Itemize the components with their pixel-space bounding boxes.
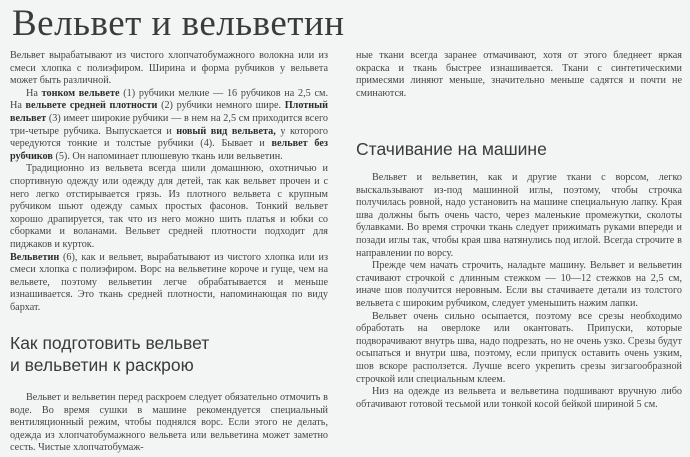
- text: (3) имеет широкие рубчики — в нем на 2,5 см приходится всего три-четыре рубчика. Выпускается и: [10, 112, 328, 137]
- heading-line-2: и вельветин к раскрою: [10, 355, 194, 375]
- paragraph-soak: Вельвет и вельветин перед раскроем следует обязательно отмочить в воде. Во время сушки в машине рекомендуется специальный вентиляционный режим, чтобы поднялся ворс. Если этого не делать, одежда из хлопчатобумажного вельвета или вельветина может заметно сесть. Чистые хлопчатобумаж-: [10, 392, 328, 454]
- term-thin-velvet: тонком вельвете: [41, 87, 120, 99]
- text: (6), как и вельвет, вырабатывают из чистого хлопка или из смеси хлопка с полиэфиром. Ворс на вельветине короче и гуще, чем на вельвете, поэтому вельветин легче обрабатывается и меньше изнашивается. Это ткань средней плотности, напоминающая по виду бархат.: [10, 251, 328, 313]
- text: у которого чередуются тонкие и толстые рубчики (4). Бывает и: [10, 125, 328, 150]
- left-text-block-2: [10, 392, 328, 455]
- heading-line-1: Как подготовить вельвет: [10, 333, 210, 353]
- term-no-rib-velvet: вельвет без рубчиков: [10, 138, 328, 162]
- text: (2) рубчики немного шире.: [157, 100, 285, 112]
- term-dense-velvet: Плотный вельвет: [10, 100, 328, 124]
- paragraph-presser-foot: Вельвет и вельветин, как и другие ткани с ворсом, легко выскальзывают из-под машинной иглы, поэтому, чтобы строчка получилась ровной, надо установить на машине специальную лапку. Края шва должны быть очень часто, через маленькие промежутки, сколоты булавками. Во время строчки ткань следует прижимать руками впереди и позади иглы так, чтобы края шва натянулись под иглой. Всегда строчите в направлении по ворсу.: [356, 172, 682, 259]
- paragraph-intro: Вельвет вырабатывают из чистого хлопчатобумажного волокна или из смеси хлопка с полиэфиром. Ширина и форма рубчиков у вельвета может быть различной.: [10, 50, 328, 87]
- text: На: [26, 87, 42, 99]
- paragraph-stitch-length: Прежде чем начать строчить, наладьте машину. Вельвет и вельветин стачивают строчкой с длинным стежком — 10—12 стежков на 2,5 см, иначе шов получится неровным. Если вы стачиваете детали из толстого вельвета с широким рубчиком, следует уменьшить нажим лапки.: [356, 260, 682, 309]
- paragraph-fraying: Вельвет очень сильно осыпается, поэтому все срезы необходимо обработать на оверлоке или окантовать. Припуски, которые подворачивают внутрь шва, надо подрезать, но не очень узко. Срезы будут осыпаться и внутри шва, поэтому, если припуск оставить очень узким, шов вскоре расползется. Лучше всего укрепить срезы зигзагообразной строчкой или специальным клеем.: [356, 310, 682, 385]
- left-text-block: [10, 50, 328, 314]
- section-heading-sewing: [356, 138, 682, 160]
- paragraph-hem: Низ на одежде из вельвета и вельветина подшивают вручную либо обтачивают готовой тесьмой или тонкой косой бейкой шириной 5 см.: [356, 386, 682, 410]
- term-new-velvet: новый вид вельвета,: [176, 125, 276, 137]
- paragraph-continued: ные ткани всегда заранее отмачивают, хотя от этого бледнеет яркая окраска и ткань быстрее изнашивается. Ткани с синтетическими примесями линяют меньше, значительно меньше садятся и почти не сминаются.: [356, 50, 682, 99]
- right-text-block: [356, 50, 682, 100]
- term-velveteen: Вельветин: [10, 251, 60, 263]
- paragraph-types: [10, 88, 328, 164]
- text: (5). Он напоминает плюшевую ткань или вельветин.: [52, 150, 283, 162]
- heading-sewing: Стачивание на машине: [356, 139, 547, 159]
- paragraph-velveteen: [10, 252, 328, 315]
- paragraph-traditional-use: Традиционно из вельвета всегда шили домашнюю, охотничью и спортивную одежду или одежду для детей, так как вельвет прочен и с него легко отстирывается грязь. Из плотного вельвета с крупным рубчиком шьют одежду самых простых фасонов. Тонкий вельвет хорошо драпируется, так что из него можно шить платья и юбки со сборками и воланами. Вельвет средней плотности подходит для пиджаков и курток.: [10, 163, 328, 250]
- page-title: Вельвет и вельветин: [12, 3, 345, 44]
- text: (1) рубчики мелкие — 16 рубчиков на 2,5 см. На: [10, 87, 328, 112]
- section-heading-prepare: [10, 332, 328, 376]
- right-text-block-2: [356, 172, 682, 411]
- term-medium-velvet: вельвете средней плотности: [25, 100, 158, 112]
